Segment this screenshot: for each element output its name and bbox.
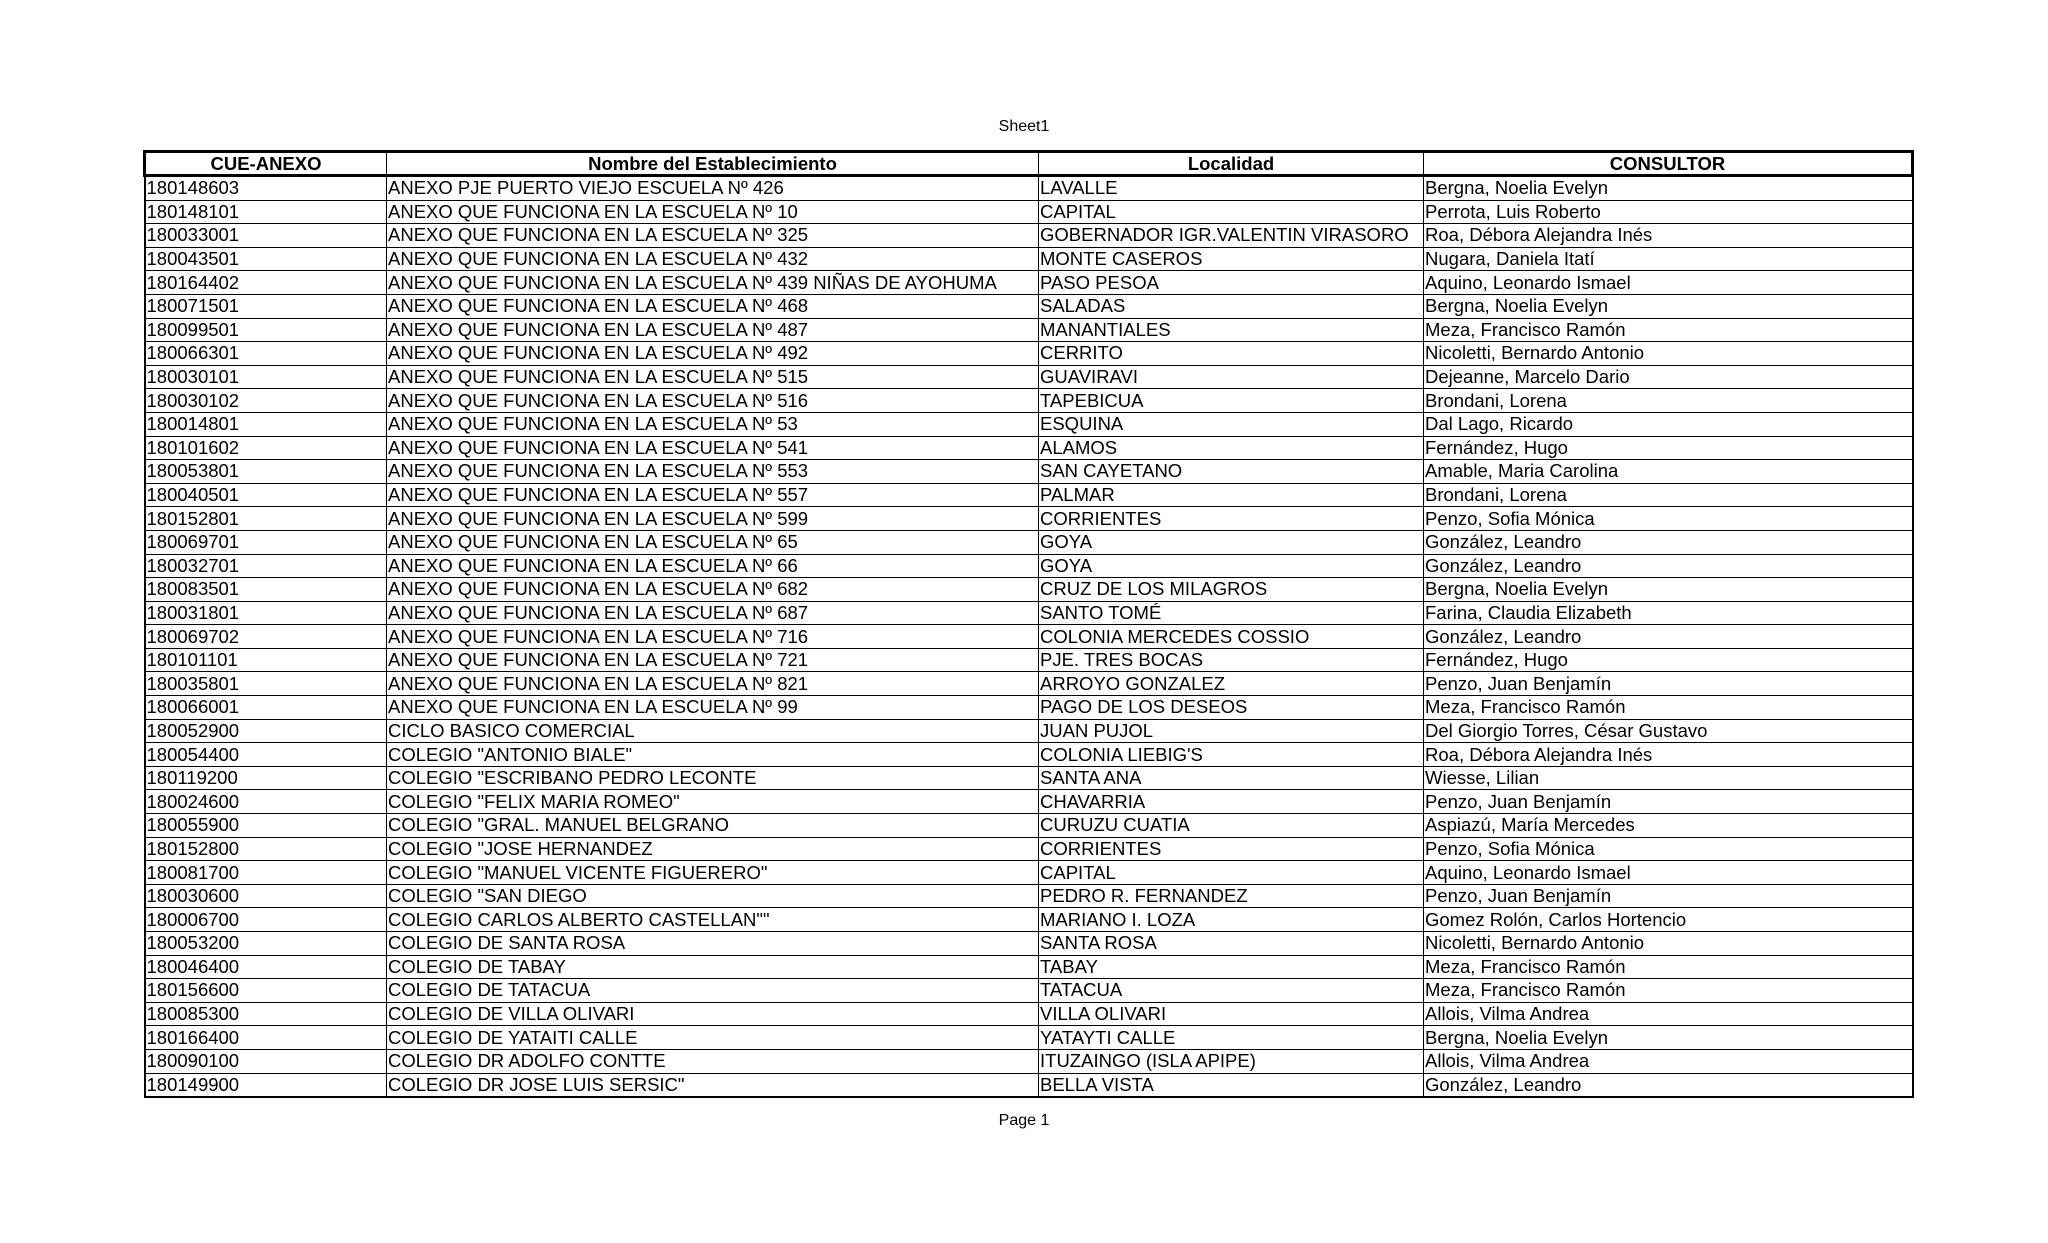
table-row xyxy=(145,743,1913,767)
consultor-cell: Nicoletti, Bernardo Antonio xyxy=(1424,932,1913,956)
consultor-cell: Penzo, Juan Benjamín xyxy=(1424,672,1913,696)
cue-anexo-cell: 180053200 xyxy=(145,932,387,956)
table-row xyxy=(145,696,1913,720)
nombre-cell: ANEXO QUE FUNCIONA EN LA ESCUELA Nº 682 xyxy=(387,578,1039,602)
nombre-cell: COLEGIO "GRAL. MANUEL BELGRANO xyxy=(387,814,1039,838)
table-row xyxy=(145,1049,1913,1073)
cue-anexo-cell: 180119200 xyxy=(145,766,387,790)
cue-anexo-cell: 180066301 xyxy=(145,342,387,366)
cue-anexo-cell: 180156600 xyxy=(145,979,387,1003)
table-row xyxy=(145,224,1913,248)
column-header-nombre: Nombre del Establecimiento xyxy=(387,152,1039,176)
consultor-cell: Bergna, Noelia Evelyn xyxy=(1424,176,1913,201)
cue-anexo-cell: 180152801 xyxy=(145,507,387,531)
nombre-cell: ANEXO QUE FUNCIONA EN LA ESCUELA Nº 10 xyxy=(387,200,1039,224)
nombre-cell: ANEXO QUE FUNCIONA EN LA ESCUELA Nº 66 xyxy=(387,554,1039,578)
cue-anexo-cell: 180053801 xyxy=(145,460,387,484)
cue-anexo-cell: 180101101 xyxy=(145,648,387,672)
localidad-cell: CAPITAL xyxy=(1039,200,1424,224)
cue-anexo-cell: 180090100 xyxy=(145,1049,387,1073)
nombre-cell: ANEXO QUE FUNCIONA EN LA ESCUELA Nº 53 xyxy=(387,412,1039,436)
nombre-cell: CICLO BASICO COMERCIAL xyxy=(387,719,1039,743)
localidad-cell: COLONIA MERCEDES COSSIO xyxy=(1039,625,1424,649)
cue-anexo-cell: 180030102 xyxy=(145,389,387,413)
localidad-cell: LAVALLE xyxy=(1039,176,1424,201)
localidad-cell: GOBERNADOR IGR.VALENTIN VIRASORO xyxy=(1039,224,1424,248)
consultor-cell: Meza, Francisco Ramón xyxy=(1424,696,1913,720)
nombre-cell: ANEXO QUE FUNCIONA EN LA ESCUELA Nº 541 xyxy=(387,436,1039,460)
localidad-cell: CAPITAL xyxy=(1039,861,1424,885)
consultor-cell: Dal Lago, Ricardo xyxy=(1424,412,1913,436)
consultor-cell: Allois, Vilma Andrea xyxy=(1424,1049,1913,1073)
localidad-cell: SALADAS xyxy=(1039,294,1424,318)
nombre-cell: COLEGIO "MANUEL VICENTE FIGUERERO" xyxy=(387,861,1039,885)
consultor-cell: Nugara, Daniela Itatí xyxy=(1424,247,1913,271)
localidad-cell: CORRIENTES xyxy=(1039,507,1424,531)
table-row xyxy=(145,790,1913,814)
table-row xyxy=(145,294,1913,318)
spreadsheet-table xyxy=(143,150,1914,1098)
nombre-cell: ANEXO QUE FUNCIONA EN LA ESCUELA Nº 821 xyxy=(387,672,1039,696)
cue-anexo-cell: 180066001 xyxy=(145,696,387,720)
table-row xyxy=(145,412,1913,436)
table-row xyxy=(145,578,1913,602)
nombre-cell: ANEXO QUE FUNCIONA EN LA ESCUELA Nº 325 xyxy=(387,224,1039,248)
cue-anexo-cell: 180033001 xyxy=(145,224,387,248)
localidad-cell: PJE. TRES BOCAS xyxy=(1039,648,1424,672)
localidad-cell: BELLA VISTA xyxy=(1039,1073,1424,1097)
localidad-cell: TABAY xyxy=(1039,955,1424,979)
cue-anexo-cell: 180081700 xyxy=(145,861,387,885)
localidad-cell: CRUZ DE LOS MILAGROS xyxy=(1039,578,1424,602)
consultor-cell: Fernández, Hugo xyxy=(1424,436,1913,460)
table-row xyxy=(145,884,1913,908)
cue-anexo-cell: 180148101 xyxy=(145,200,387,224)
table-row xyxy=(145,483,1913,507)
consultor-cell: Penzo, Juan Benjamín xyxy=(1424,790,1913,814)
nombre-cell: COLEGIO "JOSE HERNANDEZ xyxy=(387,837,1039,861)
cue-anexo-cell: 180030101 xyxy=(145,365,387,389)
table-row xyxy=(145,318,1913,342)
localidad-cell: ALAMOS xyxy=(1039,436,1424,460)
cue-anexo-cell: 180148603 xyxy=(145,176,387,201)
nombre-cell: ANEXO QUE FUNCIONA EN LA ESCUELA Nº 716 xyxy=(387,625,1039,649)
consultor-cell: Fernández, Hugo xyxy=(1424,648,1913,672)
consultor-cell: Perrota, Luis Roberto xyxy=(1424,200,1913,224)
consultor-cell: Brondani, Lorena xyxy=(1424,483,1913,507)
cue-anexo-cell: 180085300 xyxy=(145,1002,387,1026)
localidad-cell: CERRITO xyxy=(1039,342,1424,366)
cue-anexo-cell: 180043501 xyxy=(145,247,387,271)
localidad-cell: SANTO TOMÉ xyxy=(1039,601,1424,625)
nombre-cell: COLEGIO "FELIX MARIA ROMEO" xyxy=(387,790,1039,814)
nombre-cell: COLEGIO DE VILLA OLIVARI xyxy=(387,1002,1039,1026)
consultor-cell: Allois, Vilma Andrea xyxy=(1424,1002,1913,1026)
nombre-cell: ANEXO QUE FUNCIONA EN LA ESCUELA Nº 99 xyxy=(387,696,1039,720)
cue-anexo-cell: 180006700 xyxy=(145,908,387,932)
consultor-cell: Bergna, Noelia Evelyn xyxy=(1424,1026,1913,1050)
table-row xyxy=(145,436,1913,460)
table-row xyxy=(145,389,1913,413)
localidad-cell: TAPEBICUA xyxy=(1039,389,1424,413)
column-header-cue-anexo: CUE-ANEXO xyxy=(145,152,387,176)
consultor-cell: González, Leandro xyxy=(1424,554,1913,578)
table-row xyxy=(145,625,1913,649)
localidad-cell: ITUZAINGO (ISLA APIPE) xyxy=(1039,1049,1424,1073)
localidad-cell: GUAVIRAVI xyxy=(1039,365,1424,389)
consultor-cell: Aquino, Leonardo Ismael xyxy=(1424,861,1913,885)
table-row xyxy=(145,955,1913,979)
nombre-cell: COLEGIO DE SANTA ROSA xyxy=(387,932,1039,956)
localidad-cell: ESQUINA xyxy=(1039,412,1424,436)
localidad-cell: GOYA xyxy=(1039,554,1424,578)
cue-anexo-cell: 180055900 xyxy=(145,814,387,838)
consultor-cell: Amable, Maria Carolina xyxy=(1424,460,1913,484)
localidad-cell: CORRIENTES xyxy=(1039,837,1424,861)
table-row xyxy=(145,530,1913,554)
consultor-cell: Wiesse, Lilian xyxy=(1424,766,1913,790)
localidad-cell: CURUZU CUATIA xyxy=(1039,814,1424,838)
localidad-cell: YATAYTI CALLE xyxy=(1039,1026,1424,1050)
cue-anexo-cell: 180040501 xyxy=(145,483,387,507)
cue-anexo-cell: 180069701 xyxy=(145,530,387,554)
table-row xyxy=(145,342,1913,366)
cue-anexo-cell: 180035801 xyxy=(145,672,387,696)
nombre-cell: ANEXO QUE FUNCIONA EN LA ESCUELA Nº 439 NIÑAS DE AYOHUMA xyxy=(387,271,1039,295)
consultor-cell: Meza, Francisco Ramón xyxy=(1424,979,1913,1003)
nombre-cell: COLEGIO CARLOS ALBERTO CASTELLAN"" xyxy=(387,908,1039,932)
localidad-cell: MONTE CASEROS xyxy=(1039,247,1424,271)
consultor-cell: Bergna, Noelia Evelyn xyxy=(1424,578,1913,602)
consultor-cell: González, Leandro xyxy=(1424,625,1913,649)
localidad-cell: VILLA OLIVARI xyxy=(1039,1002,1424,1026)
table-row xyxy=(145,766,1913,790)
localidad-cell: TATACUA xyxy=(1039,979,1424,1003)
nombre-cell: COLEGIO DE YATAITI CALLE xyxy=(387,1026,1039,1050)
consultor-cell: Nicoletti, Bernardo Antonio xyxy=(1424,342,1913,366)
page-footer: Page 1 xyxy=(998,1112,1050,1129)
cue-anexo-cell: 180071501 xyxy=(145,294,387,318)
localidad-cell: ARROYO GONZALEZ xyxy=(1039,672,1424,696)
cue-anexo-cell: 180149900 xyxy=(145,1073,387,1097)
nombre-cell: COLEGIO DR JOSE LUIS SERSIC" xyxy=(387,1073,1039,1097)
localidad-cell: SAN CAYETANO xyxy=(1039,460,1424,484)
table-row xyxy=(145,365,1913,389)
nombre-cell: COLEGIO "SAN DIEGO xyxy=(387,884,1039,908)
localidad-cell: GOYA xyxy=(1039,530,1424,554)
consultor-cell: Meza, Francisco Ramón xyxy=(1424,955,1913,979)
cue-anexo-cell: 180152800 xyxy=(145,837,387,861)
cue-anexo-cell: 180164402 xyxy=(145,271,387,295)
table-row xyxy=(145,601,1913,625)
nombre-cell: ANEXO PJE PUERTO VIEJO ESCUELA Nº 426 xyxy=(387,176,1039,201)
header-row xyxy=(145,152,1913,176)
nombre-cell: ANEXO QUE FUNCIONA EN LA ESCUELA Nº 553 xyxy=(387,460,1039,484)
localidad-cell: PAGO DE LOS DESEOS xyxy=(1039,696,1424,720)
table-row xyxy=(145,861,1913,885)
table-row xyxy=(145,814,1913,838)
consultor-cell: Dejeanne, Marcelo Dario xyxy=(1424,365,1913,389)
table-row xyxy=(145,1026,1913,1050)
nombre-cell: ANEXO QUE FUNCIONA EN LA ESCUELA Nº 468 xyxy=(387,294,1039,318)
cue-anexo-cell: 180054400 xyxy=(145,743,387,767)
localidad-cell: CHAVARRIA xyxy=(1039,790,1424,814)
localidad-cell: PALMAR xyxy=(1039,483,1424,507)
localidad-cell: COLONIA LIEBIG'S xyxy=(1039,743,1424,767)
table-row xyxy=(145,200,1913,224)
table-row xyxy=(145,554,1913,578)
localidad-cell: JUAN PUJOL xyxy=(1039,719,1424,743)
cue-anexo-cell: 180099501 xyxy=(145,318,387,342)
table-row xyxy=(145,672,1913,696)
localidad-cell: MARIANO I. LOZA xyxy=(1039,908,1424,932)
table-row xyxy=(145,979,1913,1003)
cue-anexo-cell: 180032701 xyxy=(145,554,387,578)
table-row xyxy=(145,176,1913,201)
nombre-cell: ANEXO QUE FUNCIONA EN LA ESCUELA Nº 721 xyxy=(387,648,1039,672)
consultor-cell: González, Leandro xyxy=(1424,1073,1913,1097)
nombre-cell: ANEXO QUE FUNCIONA EN LA ESCUELA Nº 487 xyxy=(387,318,1039,342)
nombre-cell: COLEGIO DE TATACUA xyxy=(387,979,1039,1003)
consultor-cell: Penzo, Sofia Mónica xyxy=(1424,837,1913,861)
cue-anexo-cell: 180024600 xyxy=(145,790,387,814)
cue-anexo-cell: 180083501 xyxy=(145,578,387,602)
localidad-cell: PASO PESOA xyxy=(1039,271,1424,295)
consultor-cell: Brondani, Lorena xyxy=(1424,389,1913,413)
cue-anexo-cell: 180030600 xyxy=(145,884,387,908)
table-row xyxy=(145,271,1913,295)
consultor-cell: Farina, Claudia Elizabeth xyxy=(1424,601,1913,625)
cue-anexo-cell: 180101602 xyxy=(145,436,387,460)
nombre-cell: ANEXO QUE FUNCIONA EN LA ESCUELA Nº 492 xyxy=(387,342,1039,366)
cue-anexo-cell: 180166400 xyxy=(145,1026,387,1050)
consultor-cell: González, Leandro xyxy=(1424,530,1913,554)
consultor-cell: Bergna, Noelia Evelyn xyxy=(1424,294,1913,318)
column-header-localidad: Localidad xyxy=(1039,152,1424,176)
table-row xyxy=(145,1002,1913,1026)
cue-anexo-cell: 180069702 xyxy=(145,625,387,649)
table-row xyxy=(145,247,1913,271)
table-row xyxy=(145,460,1913,484)
nombre-cell: COLEGIO DE TABAY xyxy=(387,955,1039,979)
column-header-consultor: CONSULTOR xyxy=(1424,152,1913,176)
localidad-cell: SANTA ANA xyxy=(1039,766,1424,790)
nombre-cell: COLEGIO DR ADOLFO CONTTE xyxy=(387,1049,1039,1073)
table-row xyxy=(145,507,1913,531)
consultor-cell: Meza, Francisco Ramón xyxy=(1424,318,1913,342)
table-row xyxy=(145,719,1913,743)
nombre-cell: ANEXO QUE FUNCIONA EN LA ESCUELA Nº 557 xyxy=(387,483,1039,507)
cue-anexo-cell: 180014801 xyxy=(145,412,387,436)
cue-anexo-cell: 180031801 xyxy=(145,601,387,625)
nombre-cell: COLEGIO "ESCRIBANO PEDRO LECONTE xyxy=(387,766,1039,790)
consultor-cell: Aspiazú, María Mercedes xyxy=(1424,814,1913,838)
sheet-title: Sheet1 xyxy=(998,118,1050,135)
nombre-cell: ANEXO QUE FUNCIONA EN LA ESCUELA Nº 687 xyxy=(387,601,1039,625)
table-body xyxy=(145,176,1913,1098)
consultor-cell: Gomez Rolón, Carlos Hortencio xyxy=(1424,908,1913,932)
consultor-cell: Penzo, Juan Benjamín xyxy=(1424,884,1913,908)
consultor-cell: Roa, Débora Alejandra Inés xyxy=(1424,743,1913,767)
nombre-cell: ANEXO QUE FUNCIONA EN LA ESCUELA Nº 599 xyxy=(387,507,1039,531)
consultor-cell: Roa, Débora Alejandra Inés xyxy=(1424,224,1913,248)
cue-anexo-cell: 180052900 xyxy=(145,719,387,743)
cue-anexo-cell: 180046400 xyxy=(145,955,387,979)
nombre-cell: ANEXO QUE FUNCIONA EN LA ESCUELA Nº 65 xyxy=(387,530,1039,554)
nombre-cell: ANEXO QUE FUNCIONA EN LA ESCUELA Nº 516 xyxy=(387,389,1039,413)
nombre-cell: ANEXO QUE FUNCIONA EN LA ESCUELA Nº 432 xyxy=(387,247,1039,271)
localidad-cell: SANTA ROSA xyxy=(1039,932,1424,956)
table-row xyxy=(145,837,1913,861)
nombre-cell: ANEXO QUE FUNCIONA EN LA ESCUELA Nº 515 xyxy=(387,365,1039,389)
localidad-cell: MANANTIALES xyxy=(1039,318,1424,342)
table-row xyxy=(145,1073,1913,1097)
localidad-cell: PEDRO R. FERNANDEZ xyxy=(1039,884,1424,908)
consultor-cell: Del Giorgio Torres, César Gustavo xyxy=(1424,719,1913,743)
table-row xyxy=(145,932,1913,956)
consultor-cell: Penzo, Sofia Mónica xyxy=(1424,507,1913,531)
table-row xyxy=(145,648,1913,672)
table-row xyxy=(145,908,1913,932)
nombre-cell: COLEGIO "ANTONIO BIALE" xyxy=(387,743,1039,767)
consultor-cell: Aquino, Leonardo Ismael xyxy=(1424,271,1913,295)
